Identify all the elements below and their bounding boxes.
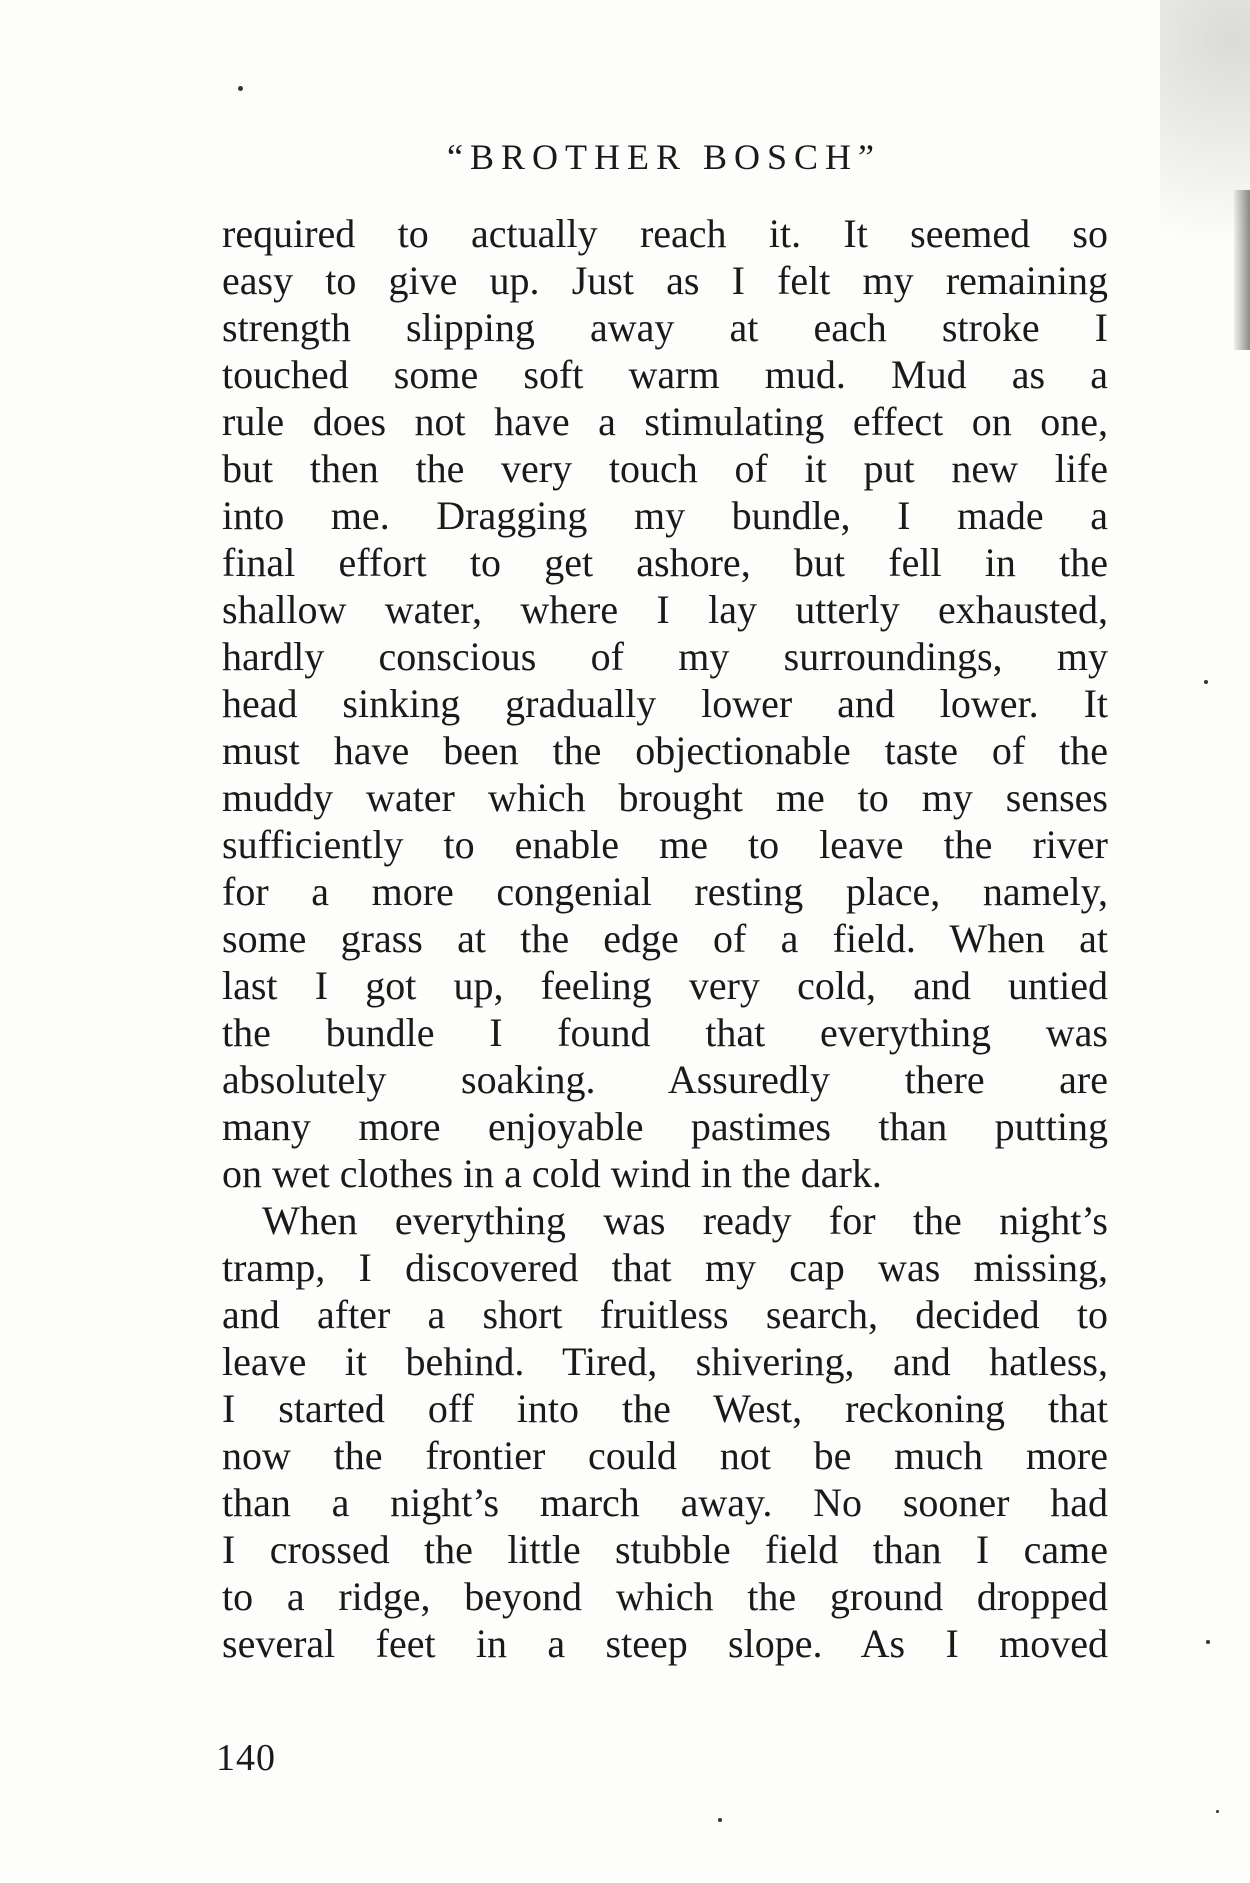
text-line: now the frontier could not be much more (222, 1433, 1108, 1478)
text-line: easy to give up. Just as I felt my remaining (222, 258, 1108, 303)
text-line: sufficiently to enable me to leave the river (222, 822, 1108, 867)
text-line: several feet in a steep slope. As I moved (222, 1621, 1108, 1666)
scan-speck (1206, 1640, 1210, 1644)
scan-speck (238, 86, 243, 91)
text-line: When everything was ready for the night’s (262, 1198, 1108, 1243)
text-line: last I got up, feeling very cold, and untied (222, 963, 1108, 1008)
text-line: than a night’s march away. No sooner had (222, 1480, 1108, 1525)
scan-speck (718, 1818, 722, 1822)
text-line: muddy water which brought me to my senses (222, 775, 1108, 820)
text-line: head sinking gradually lower and lower. It (222, 681, 1108, 726)
text-line: strength slipping away at each stroke I (222, 305, 1108, 350)
scan-speck (1204, 680, 1208, 684)
scan-streak (1234, 190, 1250, 350)
text-line: on wet clothes in a cold wind in the dark. (222, 1151, 882, 1196)
text-line: some grass at the edge of a field. When at (222, 916, 1108, 961)
text-line: tramp, I discovered that my cap was missing, (222, 1245, 1108, 1290)
text-line: many more enjoyable pastimes than putting (222, 1104, 1108, 1149)
text-line: into me. Dragging my bundle, I made a (222, 493, 1108, 538)
text-line: touched some soft warm mud. Mud as a (222, 352, 1108, 397)
page-number: 140 (216, 1737, 276, 1779)
text-line: for a more congenial resting place, namely, (222, 869, 1108, 914)
text-line: must have been the objectionable taste of the (222, 728, 1108, 773)
text-line: shallow water, where I lay utterly exhausted, (222, 587, 1108, 632)
text-line: the bundle I found that everything was (222, 1010, 1108, 1055)
text-line: I crossed the little stubble field than I came (222, 1527, 1108, 1572)
text-line: final effort to get ashore, but fell in the (222, 540, 1108, 585)
text-line: hardly conscious of my surroundings, my (222, 634, 1108, 679)
text-line: to a ridge, beyond which the ground dropped (222, 1574, 1108, 1619)
scan-speck (1216, 1810, 1219, 1813)
text-line: absolutely soaking. Assuredly there are (222, 1057, 1108, 1102)
text-line: required to actually reach it. It seemed so (222, 211, 1108, 256)
text-line: and after a short fruitless search, decided to (222, 1292, 1108, 1337)
text-line: leave it behind. Tired, shivering, and hatless, (222, 1339, 1108, 1384)
text-line: I started off into the West, reckoning that (222, 1386, 1108, 1431)
text-line: rule does not have a stimulating effect on one, (222, 399, 1108, 444)
running-head: “BROTHER BOSCH” (446, 137, 881, 177)
text-line: but then the very touch of it put new life (222, 446, 1108, 491)
body-text (222, 210, 1108, 1667)
